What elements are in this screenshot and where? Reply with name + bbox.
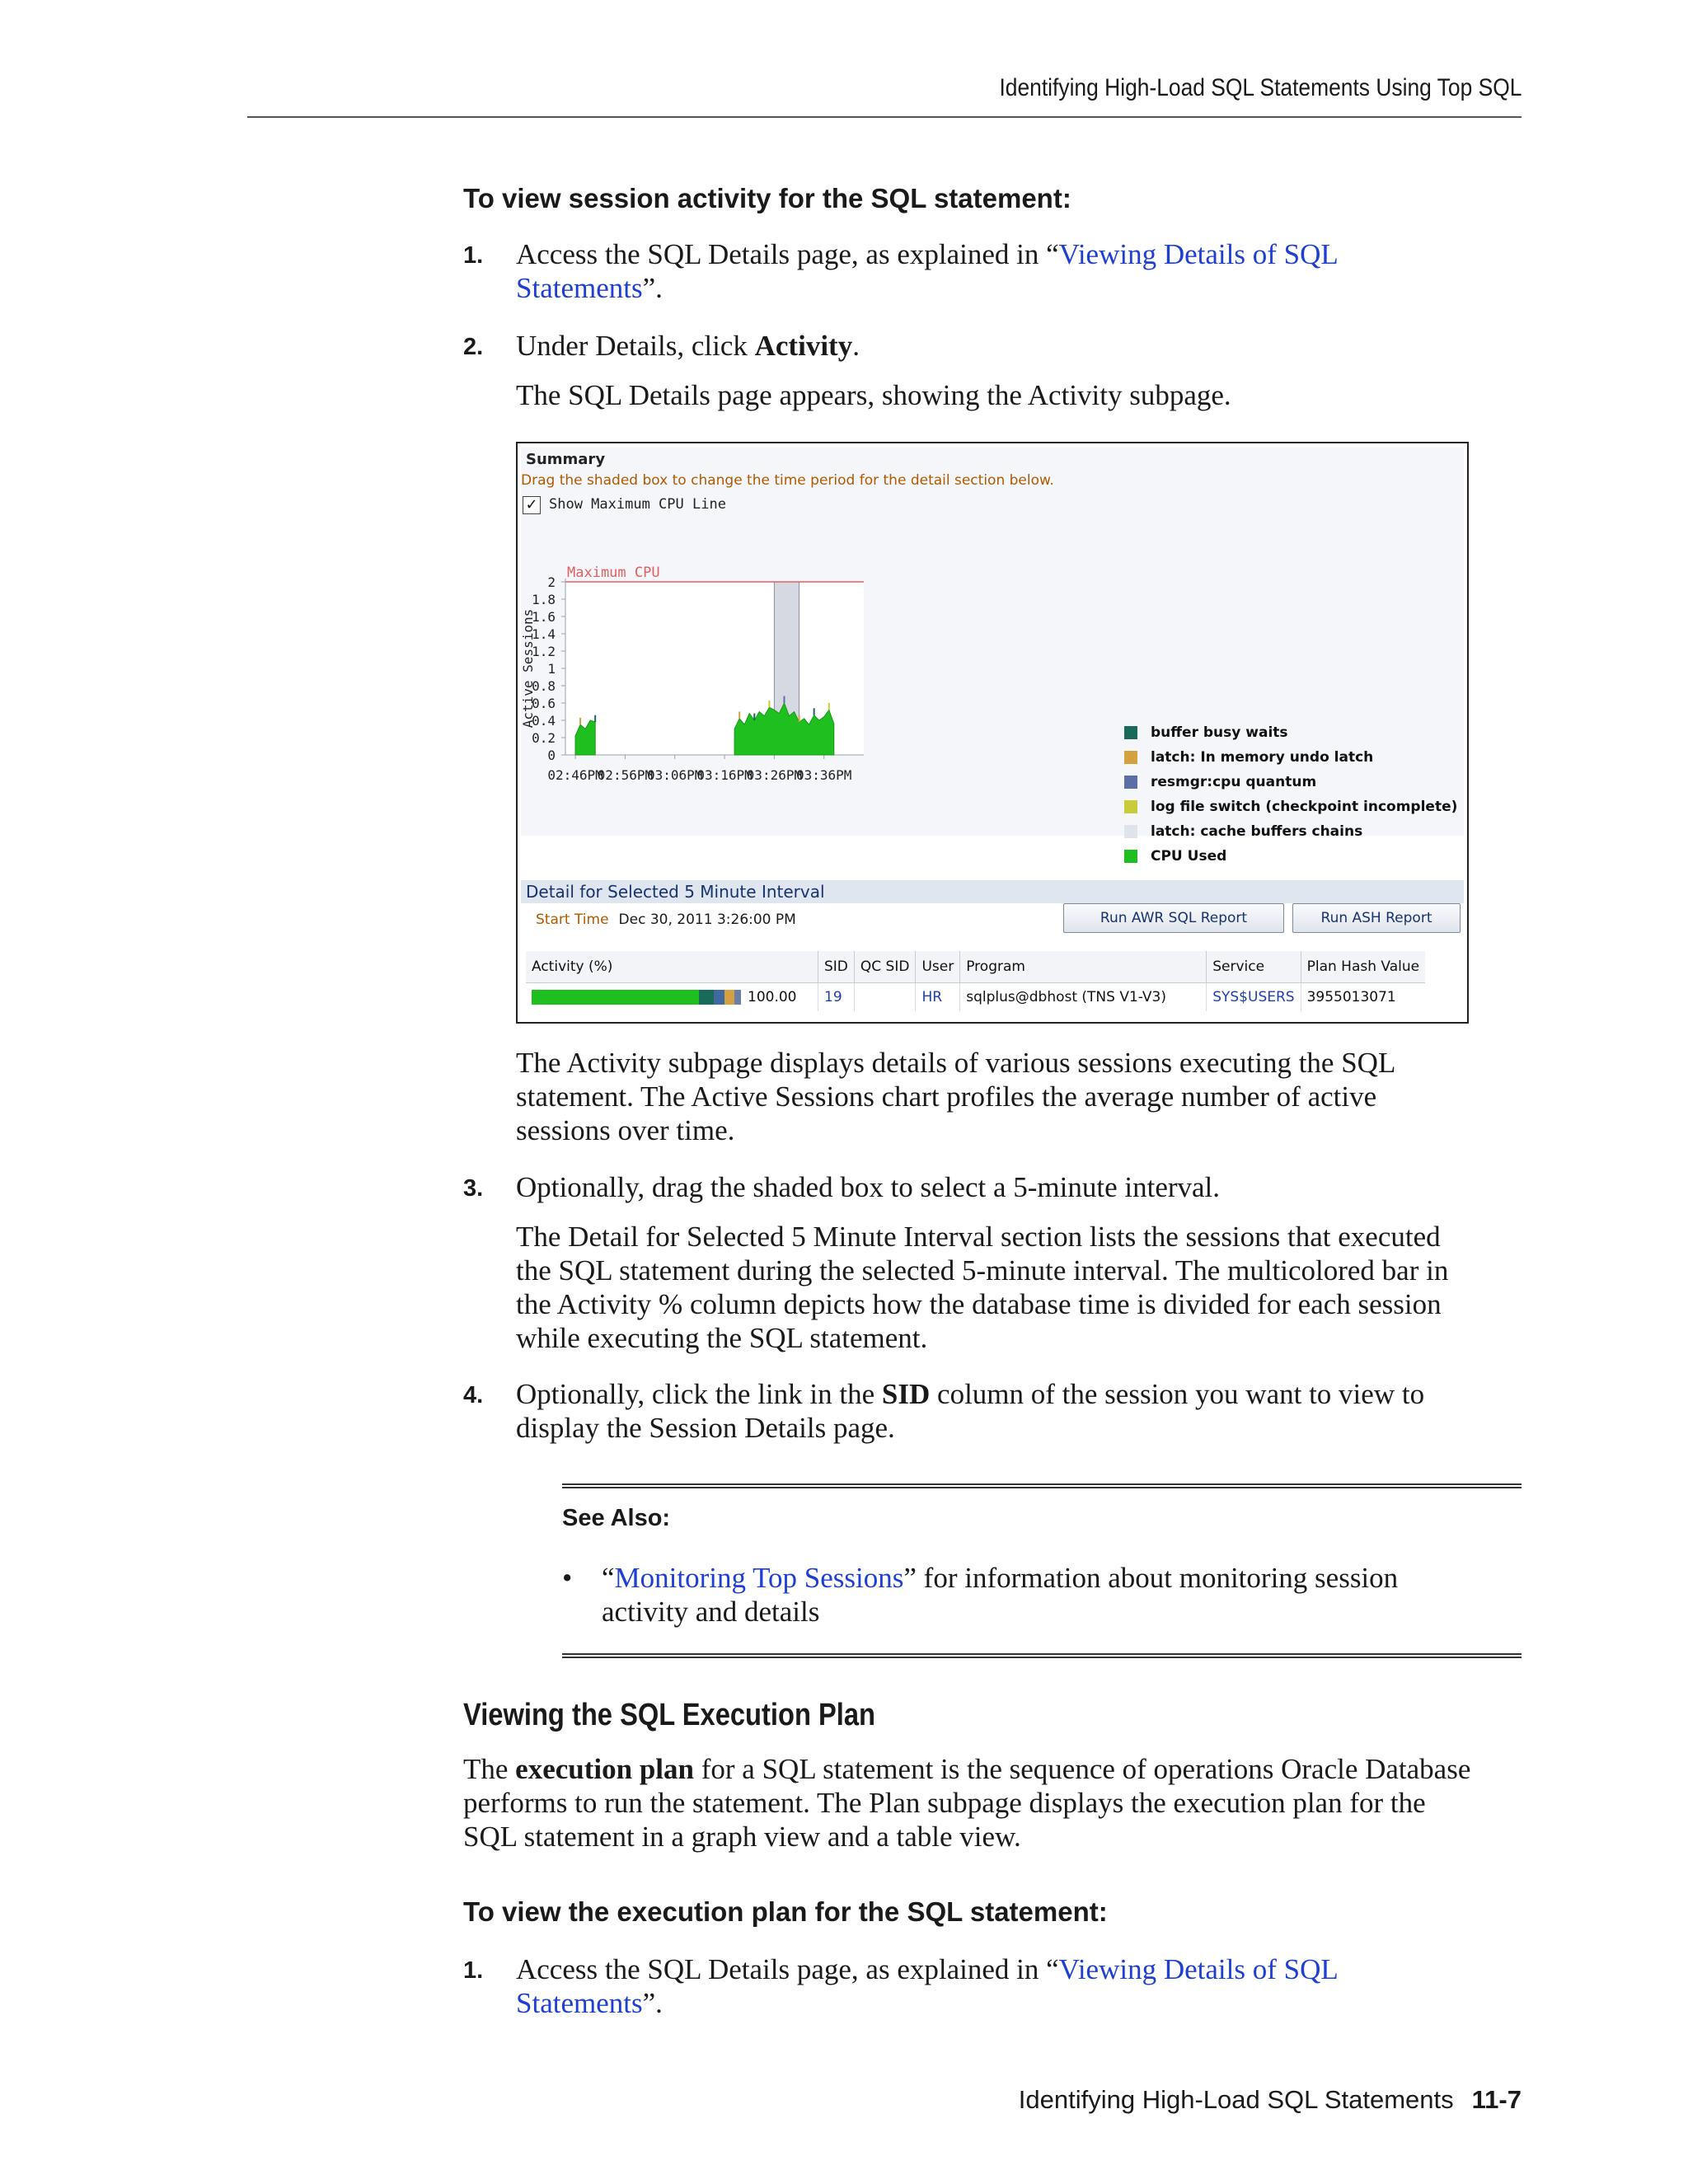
activity-segment (532, 990, 699, 1005)
activity-segment (699, 990, 714, 1005)
step-2-text (516, 329, 860, 363)
session-table (526, 951, 1425, 1011)
intro-line: SQL statement in a graph view and a table view. (463, 1821, 1021, 1853)
para-line: the SQL statement during the selected 5-minute interval. The multicolored bar in (516, 1254, 1449, 1286)
col-sid[interactable]: SID (818, 951, 855, 983)
intro-text-end: for a SQL statement is the sequence of operations Oracle Database (694, 1753, 1471, 1785)
activity-bar (532, 990, 741, 1005)
legend-swatch (1124, 800, 1137, 813)
step-bold: SID (881, 1378, 931, 1410)
legend-label: buffer busy waits (1151, 724, 1288, 741)
y-tick-label: 1.2 (532, 644, 556, 659)
step-number: 2. (463, 334, 484, 360)
step-3-text: Optionally, drag the shaded box to select a 5-minute interval. (516, 1171, 1221, 1203)
summary-label: Summary (526, 451, 606, 468)
legend-item (1124, 745, 1457, 770)
detail-title: Detail for Selected 5 Minute Interval (526, 882, 825, 902)
y-tick-label: 2 (547, 574, 556, 590)
run-ash-report-button[interactable]: Run ASH Report (1292, 903, 1461, 933)
step-text: Access the SQL Details page, as explained in “ (516, 238, 1059, 270)
step-text-end: . (852, 330, 860, 362)
x-tick-label: 02:56PM (597, 767, 654, 783)
section-heading: Viewing the SQL Execution Plan (463, 1698, 876, 1732)
see-also-bottom-rule (562, 1653, 1522, 1658)
activity-segment (734, 990, 741, 1005)
drag-hint: Drag the shaded box to change the time period for the detail section below. (521, 472, 1054, 489)
legend-swatch (1124, 776, 1137, 789)
legend-swatch (1124, 726, 1137, 739)
y-tick-label: 0 (547, 748, 556, 763)
para-line: The Activity subpage displays details of various sessions executing the SQL (516, 1047, 1396, 1079)
step-text-end: ”. (642, 272, 663, 304)
link-viewing-details[interactable]: Viewing Details of SQL (1058, 238, 1339, 270)
running-header: Identifying High-Load SQL Statements Using Top SQL (999, 74, 1522, 101)
y-tick-label: 0.4 (532, 713, 556, 729)
step-text: Optionally, click the link in the (516, 1378, 882, 1410)
step-text: Under Details, click (516, 330, 755, 362)
para-line: while executing the SQL statement. (516, 1322, 928, 1354)
section-2-step-1 (516, 1952, 1456, 2020)
step-2-result: The SQL Details page appears, showing the Activity subpage. (516, 379, 1231, 411)
page-number: 11-7 (1471, 2085, 1522, 2114)
user-link[interactable]: HR (916, 983, 960, 1012)
program-cell: sqlplus@dbhost (TNS V1-V3) (960, 983, 1207, 1012)
step-number: 1. (463, 242, 484, 269)
intro-line: performs to run the statement. The Plan subpage displays the execution plan for the (463, 1787, 1426, 1819)
start-time-label: Start Time (536, 912, 609, 928)
legend-label: log file switch (checkpoint incomplete) (1151, 799, 1458, 815)
see-also-text-line2: activity and details (602, 1596, 820, 1628)
link-viewing-details-2[interactable]: Viewing Details of SQL (1058, 1953, 1339, 1985)
legend-swatch (1124, 751, 1137, 764)
link-monitoring-top-sessions[interactable]: Monitoring Top Sessions (614, 1562, 904, 1594)
plan-hash-cell: 3955013071 (1301, 983, 1425, 1012)
active-sessions-chart[interactable] (518, 518, 1128, 831)
procedure-title: To view session activity for the SQL statement: (463, 183, 1071, 213)
run-awr-sql-report-button[interactable]: Run AWR SQL Report (1063, 903, 1284, 933)
step-text-line2: display the Session Details page. (516, 1412, 895, 1444)
legend-item (1124, 844, 1457, 869)
col-activity[interactable]: Activity (%) (526, 951, 818, 983)
activity-segment (724, 990, 735, 1005)
para-line: the Activity % column depicts how the database time is divided for each session (516, 1288, 1442, 1320)
col-user[interactable]: User (916, 951, 960, 983)
activity-cell (526, 983, 818, 1012)
legend-item (1124, 720, 1457, 745)
footer-title: Identifying High-Load SQL Statements (1018, 2085, 1454, 2114)
x-tick-label: 03:16PM (696, 767, 753, 783)
legend-label: latch: cache buffers chains (1151, 823, 1363, 840)
see-also-bullet: • (562, 1562, 573, 1594)
start-time-value: Dec 30, 2011 3:26:00 PM (618, 912, 796, 928)
see-also-top-rule (562, 1483, 1522, 1488)
see-also-text: ” for information about monitoring session (903, 1562, 1399, 1594)
quote-open: “ (602, 1562, 615, 1594)
step-number: 4. (463, 1382, 484, 1408)
x-tick-label: 03:36PM (796, 767, 852, 783)
y-tick-label: 1 (547, 661, 556, 677)
see-also-title: See Also: (562, 1505, 671, 1531)
qc-sid-cell (854, 983, 916, 1012)
col-program[interactable]: Program (960, 951, 1207, 983)
step-text-end: ”. (642, 1987, 663, 2019)
legend-label: latch: In memory undo latch (1151, 749, 1374, 766)
table-header-row (526, 951, 1425, 983)
y-tick-label: 1.6 (532, 609, 556, 625)
sid-link[interactable]: 19 (818, 983, 855, 1012)
step-number: 1. (463, 1957, 484, 1984)
legend-item (1124, 770, 1457, 794)
step-bold: Activity (754, 330, 853, 362)
x-tick-label: 03:26PM (746, 767, 803, 783)
chart-legend (1124, 720, 1457, 869)
legend-swatch (1124, 825, 1137, 838)
procedure-title-2: To view the execution plan for the SQL statement: (463, 1896, 1108, 1927)
max-cpu-checkbox-label: Show Maximum CPU Line (549, 496, 726, 513)
intro-text: The (463, 1753, 516, 1785)
step-3-result (516, 1220, 1530, 1355)
y-tick-label: 0.6 (532, 696, 556, 711)
activity-segment (714, 990, 724, 1005)
legend-item (1124, 794, 1457, 819)
link-statements[interactable]: Statements (516, 272, 643, 304)
intro-bold: execution plan (515, 1753, 694, 1785)
step-text-end: column of the session you want to view to (930, 1378, 1425, 1410)
para-line: The Detail for Selected 5 Minute Interval section lists the sessions that executed (516, 1221, 1441, 1253)
activity-value: 100.00 (748, 989, 797, 1005)
step-1-text (516, 237, 1456, 305)
x-tick-label: 03:06PM (647, 767, 703, 783)
page-footer (1019, 2085, 1522, 2115)
para-line: sessions over time. (516, 1114, 735, 1146)
y-tick-label: 1.4 (532, 626, 556, 642)
y-tick-label: 1.8 (532, 592, 556, 607)
section-2-intro (463, 1752, 1526, 1854)
legend-swatch (1124, 850, 1137, 863)
y-tick-label: 0.8 (532, 678, 556, 694)
col-service[interactable]: Service (1207, 951, 1301, 983)
max-cpu-checkbox[interactable]: ✓ (523, 496, 541, 514)
see-also-item (602, 1561, 1508, 1629)
header-rule (247, 116, 1522, 118)
y-tick-label: 0.2 (532, 730, 556, 746)
legend-item (1124, 819, 1457, 844)
x-tick-label: 02:46PM (547, 767, 603, 783)
step-4-text (516, 1377, 1530, 1445)
y-axis-label: Active Sessions (520, 608, 536, 729)
col-qc-sid[interactable]: QC SID (854, 951, 916, 983)
step-text: Access the SQL Details page, as explained in “ (516, 1953, 1059, 1985)
activity-description (516, 1046, 1505, 1147)
para-line: statement. The Active Sessions chart profiles the average number of active (516, 1080, 1377, 1113)
service-link[interactable]: SYS$USERS (1207, 983, 1301, 1012)
max-cpu-label: Maximum CPU (567, 565, 660, 581)
step-number: 3. (463, 1175, 484, 1202)
start-time (536, 912, 796, 928)
col-plan-hash[interactable]: Plan Hash Value (1301, 951, 1425, 983)
legend-label: resmgr:cpu quantum (1151, 774, 1317, 790)
legend-label: CPU Used (1151, 848, 1227, 865)
table-row (526, 983, 1425, 1012)
link-statements-2[interactable]: Statements (516, 1987, 643, 2019)
activity-screenshot (516, 442, 1469, 1024)
